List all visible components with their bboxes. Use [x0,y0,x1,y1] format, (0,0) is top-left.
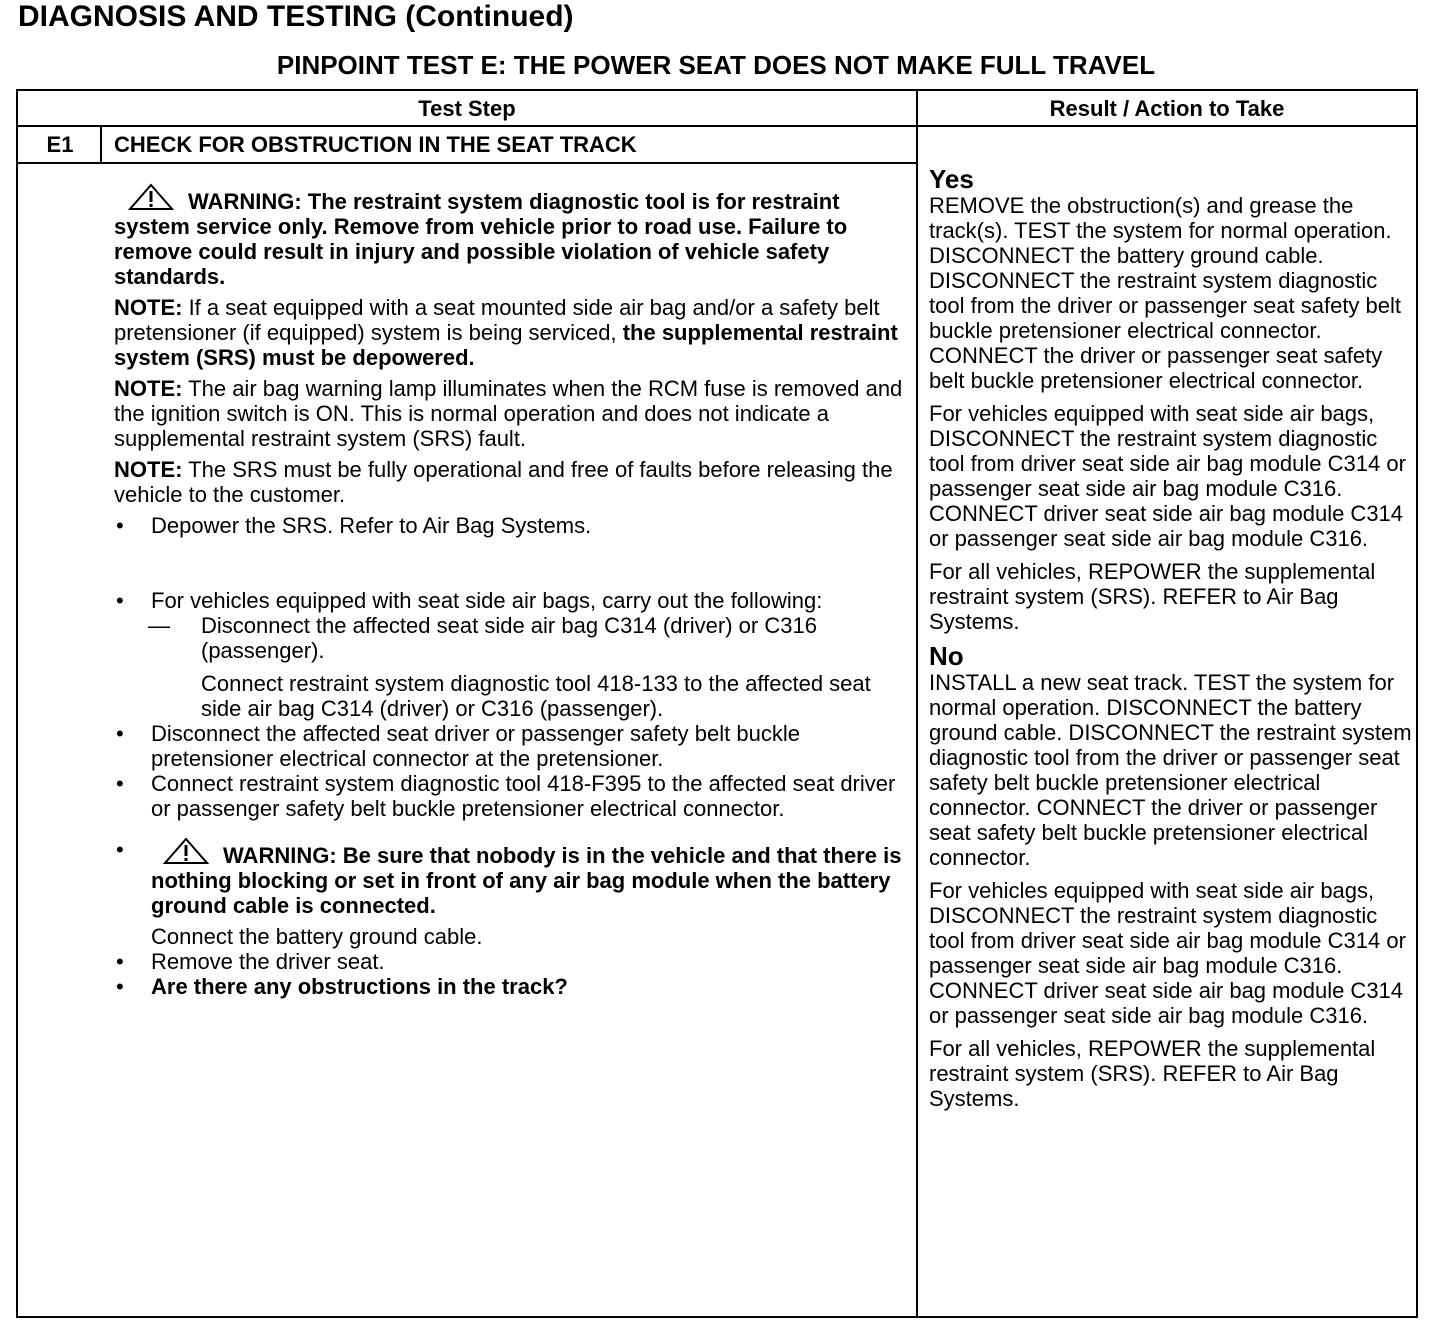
answer-no-label: No [929,641,964,671]
note-text: The SRS must be fully operational and free of faults before releasing the vehicle to the customer. [114,457,893,507]
warning-2-continuation: Connect the battery ground cable. [151,924,483,949]
note-2 [114,376,904,451]
answer-yes-label: Yes [929,164,974,194]
list-item-text: Disconnect the affected seat driver or passenger safety belt buckle pretensioner electrical connector at the pretensioner. [151,721,800,771]
note-text: If a seat equipped with a seat mounted side air bag and/or a safety belt pretensioner (if equipped) system is being serviced, [114,295,880,345]
note-3 [114,457,904,507]
sub-item-continuation: Connect restraint system diagnostic tool 418-133 to the affected seat side air bag C314 (driver) or C316 (passenger). [201,671,871,721]
page-heading: DIAGNOSIS AND TESTING (Continued) [18,0,574,33]
note-label: NOTE: [114,376,183,401]
list-item-text: For vehicles equipped with seat side air bags, carry out the following: [151,588,823,613]
note-text: The air bag warning lamp illuminates when the RCM fuse is removed and the ignition switch is ON. This is normal operation and does not indicate a supplemental restraint system (SRS) fault. [114,376,903,451]
no-action-3: For all vehicles, REPOWER the supplemental restraint system (SRS). REFER to Air Bag Systems. [929,1036,1376,1111]
list-item-seat-side-air-bags [114,588,904,613]
step-title: CHECK FOR OBSTRUCTION IN THE SEAT TRACK [114,132,637,157]
yes-action-3: For all vehicles, REPOWER the supplemental restraint system (SRS). REFER to Air Bag Systems. [929,559,1376,634]
bullet-marker: • [116,513,124,538]
no-action-1: INSTALL a new seat track. TEST the system for normal operation. DISCONNECT the battery ground cable. DISCONNECT the restraint system diagnostic tool from the driver or passenger seat safety belt buckle pretensioner electrical connector. CONNECT the driver or passenger seat safety belt buckle pretensioner electrical connector. [929,670,1412,870]
list-item-text: Depower the SRS. Refer to Air Bag Systems. [151,513,592,538]
list-item-remove-seat [114,949,904,974]
header-result-action: Result / Action to Take [1049,96,1285,121]
test-step-body [114,183,904,999]
bullet-marker: • [116,974,124,999]
bullet-marker: • [116,588,124,613]
list-item-text: Connect restraint system diagnostic tool 418-F395 to the affected seat driver or passenger safety belt buckle pretensioner electrical connector. [151,771,896,821]
pinpoint-test-title: PINPOINT TEST E: THE POWER SEAT DOES NOT MAKE FULL TRAVEL [276,50,1156,80]
column-divider [916,91,918,1316]
yes-action-1: REMOVE the obstruction(s) and grease the track(s). TEST the system for normal operation. DISCONNECT the battery ground cable. DISCONNECT the restraint system diagnostic tool from the driver or passenger seat safety belt buckle pretensioner electrical connector. CONNECT the driver or passenger seat safety belt buckle pretensioner electrical connector. [929,193,1402,393]
note-label: NOTE: [114,295,183,320]
list-item-question [114,974,904,999]
note-bold-text: the supplemental restraint system (SRS) must be depowered. [114,320,898,370]
list-item-connect-tool [114,771,904,821]
bullet-marker: • [116,771,124,796]
header-test-step: Test Step [418,96,516,121]
list-item-text: Remove the driver seat. [151,949,385,974]
sub-item-disconnect-air-bag [114,613,904,663]
list-item-disconnect-pretensioner [114,721,904,771]
note-1 [114,295,904,370]
list-item-depower [114,513,904,538]
pinpoint-test-table [16,89,1418,1318]
warning-block-1 [114,183,904,289]
bullet-marker: • [116,837,124,862]
no-action-2: For vehicles equipped with seat side air bags, DISCONNECT the restraint system diagnostic tool from driver seat side air bag module C314 or passenger seat side air bag module C316. CONNECT driver seat side air bag module C314 or passenger seat side air bag module C316. [929,878,1406,1028]
warning-triangle-icon [163,837,209,865]
result-action-body [929,165,1414,1119]
warning-text-2: WARNING: Be sure that nobody is in the vehicle and that there is nothing blocking or set in front of any air bag module when the battery ground cable is connected. [151,843,902,918]
dash-marker: — [148,613,170,638]
sub-item-text: Disconnect the affected seat side air bag C314 (driver) or C316 (passenger). [201,613,817,663]
yes-action-2: For vehicles equipped with seat side air bags, DISCONNECT the restraint system diagnostic tool from driver seat side air bag module C314 or passenger seat side air bag module C316. CONNECT driver seat side air bag module C314 or passenger seat side air bag module C316. [929,401,1406,551]
list-item-warning-2 [114,837,904,918]
warning-text-1: WARNING: The restraint system diagnostic tool is for restraint system service only. Remove from vehicle prior to road use. Failure to remove could result in injury and possible violation of vehicle safety standards. [114,189,848,289]
bullet-marker: • [116,721,124,746]
warning-triangle-icon [128,183,174,211]
step-id: E1 [46,132,74,157]
note-label: NOTE: [114,457,183,482]
bullet-marker: • [116,949,124,974]
list-item-text: Are there any obstructions in the track? [151,974,568,999]
